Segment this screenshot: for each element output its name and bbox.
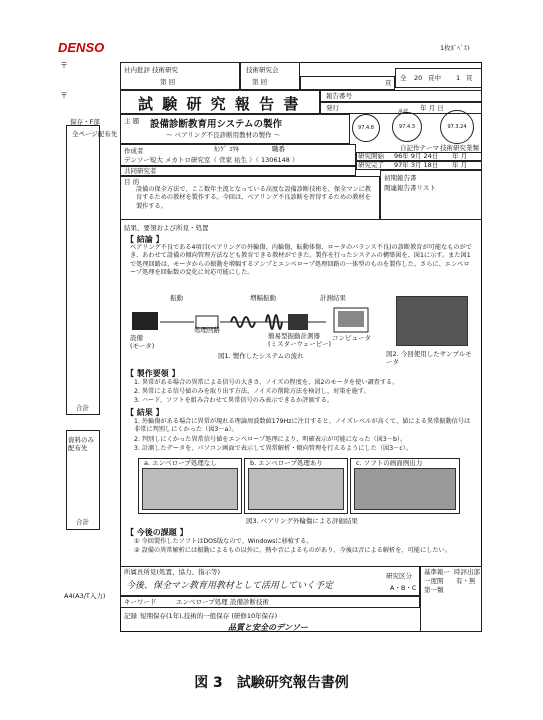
keyword-box [120,596,420,608]
distribution-label: 全ページ配布先 [72,130,118,138]
page-unit: 頁中 [428,74,441,82]
fig3-panel-title: a. エンベロープ処理なし [144,459,217,467]
fig1-label-process: 処理回路 [194,326,220,334]
class-value: A・B・C [390,584,417,592]
issue-label: 発行 [326,104,339,112]
approval-label: 技術研究会 [246,66,279,74]
side-label: 資料のみ配布先 [68,436,94,452]
side-right-item: 一度開 [424,577,444,585]
fig1-label-measure: 計測結果 [320,294,346,302]
keyword-1: エンベロープ処理 [176,598,228,606]
results-item: 2. 判別しにくかった異常信号値をエンベロープ処理により、明確表示が可能になった（図3－b）。 [134,436,407,443]
report-title: 試 験 研 究 報 告 書 [138,95,301,113]
page-total: 20 [414,74,423,82]
end-ym: 年 月 [452,161,468,169]
left-bottom-note: A4(A3/T入力) [64,592,106,600]
start-ym: 年 月 [452,152,468,160]
research-end-date: 97年 3月 18日 [394,161,439,169]
approval-sub: 技術研究 [152,66,178,74]
theme-label: 主 題 [124,117,140,125]
approval-stamp: 97.4.3 [392,112,422,142]
fig3-plot [248,468,344,510]
fig1-label-vibration: 振動 [170,294,183,302]
top-right-note: 1枚ﾎﾞﾍﾞｽﾄ [440,44,471,52]
summary-head: 【 製作要領 】 [126,369,180,378]
page-number: 1 [456,74,461,82]
fig1-label-analyzer: 簡易型振動計測器 (ミスターウェービー) [268,332,332,348]
conclusion-text: ベアリング不良である4項目(ベアリングの外輪傷、内輪傷、転動体傷、ロータのバランス不良)の診断教育が可能なものができ、あわせて設備の傾向管理方法なども教育できる教材ができた。製作を行ったシステムの構築図を、図1に示す。また図1で処理回路は、モータからの振動を増幅するアンプとエンベロープ処理回路の一体型のものを製作した。さらに、エンベロープ処理を回転数の変化に対応可能にした。 [130,244,472,277]
initial-report-label: 初期報告書 [384,174,417,182]
page-label-box [300,76,395,90]
issue-date: 年 月 日 [420,104,444,112]
storage-label: 保存・F部 [70,118,100,126]
conclusion-head: 【 結論 】 [126,235,164,244]
postal-mark: 〒 [60,91,68,100]
footer-label: 記録 [124,612,137,620]
main-title: 設備診断教育用システムの製作 [150,119,283,130]
author-label: 作成者 [124,147,144,155]
position-label: 職番 [272,145,285,153]
results-head: 【 結果 】 [126,408,164,417]
joint-label: 共同研究者 [124,167,157,175]
research-end-label: 研究完了 [358,161,384,169]
handwriting: 今後、保全マン教育用教材として活用していく予定 [126,581,334,591]
fig2-caption: 図2. 今回使用したサンプルモータ [386,350,472,366]
fig1-label-equipment: 設備 (モータ) [130,334,155,350]
fig1-label-amplified: 増幅振動 [250,294,276,302]
total-label: 合計 [76,518,89,526]
page-number-unit: 頁 [466,74,473,82]
summary-item: 2. 異常による信号値のみを取り出す方法、ノイズの削除方法を検討し、対策を施す。 [134,388,370,395]
side-right-item: 有・無 [456,577,476,585]
summary-item: 3. ハード、ソフトを組み合わせて異常信号のみ表示できるか評価する。 [134,397,334,404]
fig2-photo [396,296,468,346]
fig3-plot [354,468,456,510]
purpose-text: 設備の保全方法で、ここ数年主流となっている高度な設備診断技術を、保全マンに教育するための教材を製作する。今回は、ベアリング不良診断を習得するための教材を製作する。 [136,186,371,210]
distribution-box [66,125,100,415]
research-start-date: 96年 9月 24日 [394,152,439,160]
result-section-label: 結果、要領および所見・処置 [124,224,209,232]
keyword-2: 設備診断技術 [230,598,269,606]
theme-code-label: 自記作テーマ [400,144,439,152]
approval-stamp: 97.4.8 [352,114,380,142]
theme-code: 技術研究業類 [440,144,479,152]
purpose-label: 目 的 [124,178,140,186]
future-item: ② 設備の異常解析には振動によるもの以外に、熱や音によるものがあり、今後は音による解析を、可能にしたい。 [134,547,451,554]
report-number-label: 報告番号 [326,92,352,100]
approval-label: 社内批評 [124,66,150,74]
fig3-caption: 図3. ベアリング外輪傷による評価結果 [246,517,358,525]
results-item: 3. 計測したデータを、パソコン画面で表示して異常解析・傾向管理を行えるようにした（図3－c）。 [134,445,413,452]
furigana: ｶﾝｹﾞ ﾕｳｷ [214,145,239,153]
postal-mark: 〒 [60,61,68,70]
footer-slogan: 品質と安全のデンソー [228,623,308,632]
approval-cell: 第 回 [160,78,176,86]
fig3-panel-title: b. エンベロープ処理あり [250,459,323,467]
page-label: 頁 [385,79,392,87]
related-label: 関連報告書リスト [384,184,436,192]
side-right-item: 基準報ー [424,568,450,576]
research-start-label: 研究開始 [358,152,384,160]
footer-text: 短期保存(1年),技術的一般保存 (研修10年保存) [140,612,278,620]
brand-logo: DENSO [58,40,105,55]
approval-cell: 第 回 [252,78,268,86]
results-item: 1. 外輪傷がある場合に異常が現れる理論周波数値179Hzに注目すると、ノイズレベルが高くて、値による異常振動信号は非常に判別しにくかった（図3－a）。 [134,418,471,434]
approval-stamp: 97.3.24 [440,110,474,144]
future-item: ① 今回製作したソフトはDOS版なので、Windowsに移植する。 [134,538,313,545]
future-head: 【 今後の課題 】 [126,528,188,537]
class-label: 研究区分 [386,572,412,580]
stamp-word: 承認 [398,109,409,115]
fig3-plot [142,468,238,510]
opinion-label: 所属長所見(処置、協力、指示等) [124,568,221,576]
author-line: デンソー短大 メカトロ研究室（ 菅家 祐生 ）（ 1306148 ） [124,156,299,164]
page-total-label: 全 [400,74,407,82]
figure-caption: 図 3 試験研究報告書例 [194,675,349,691]
side-right-item: 第一類 [424,586,444,594]
keyword-label: キーワード [124,598,157,606]
sub-title: ～ ベアリング不良診断用教材の製作 ～ [166,131,281,139]
fig1-label-computer: コンピュータ [332,334,371,342]
fig3-panel-title: c. ソフトの画面例出力 [356,459,423,467]
side-right-item: 時評出部 [454,568,480,576]
summary-item: 1. 異常がある場合の異常による信号の大きさ、ノイズの程度を、図2のモータを使い調査する。 [134,379,399,386]
total-label: 合計 [76,404,89,412]
fig1-caption: 図1. 製作したシステムの流れ [218,352,304,360]
